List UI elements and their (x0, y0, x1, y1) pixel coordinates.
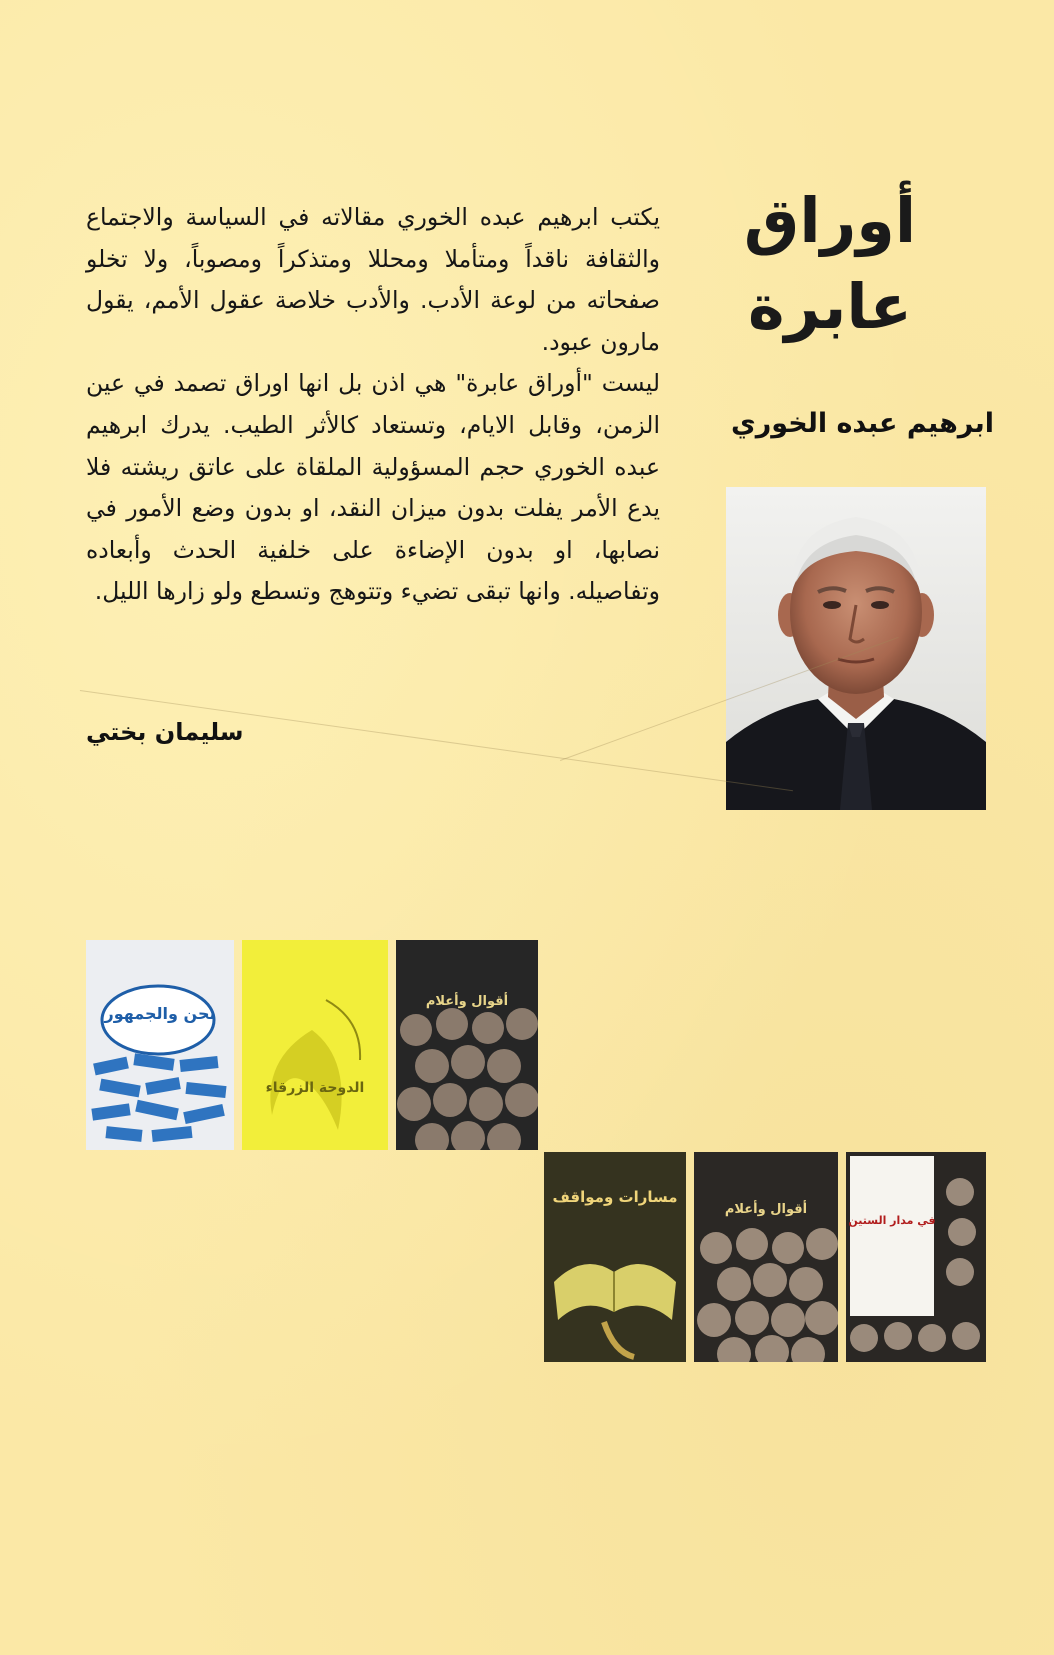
book-title-line2: عابرة (747, 270, 913, 343)
blurb-paragraph-2: ليست "أوراق عابرة" هي اذن بل انها اوراق تصمد في عين الزمن، وقابل الايام، وتستعاد كالأثر الطيب. يدرك ابرهيم عبده الخوري حجم المسؤولية الملقاة على عاتق ريشته فلا يدع الأمر يفلت بدون ميزان النقد، او بدون وضع الأمور في نصابها، او بدون الإضاءة على خلفية الحدث وأبعاده وتفاصيله. وانها تبقى تضيء وتتوهج وتسطع ولو زارها الليل. (86, 369, 660, 606)
book-title (710, 178, 950, 350)
other-book-cover-3 (396, 940, 538, 1150)
other-book-title-2: الدوحة الزرقاء (265, 1080, 365, 1096)
author-photo (726, 487, 986, 810)
book-title-line1: أوراق (743, 184, 917, 257)
author-name: ابرهيم عبده الخوري (731, 408, 994, 439)
other-book-cover-4 (544, 1152, 686, 1362)
other-book-cover-2 (242, 940, 388, 1150)
other-book-cover-1 (86, 940, 234, 1150)
other-book-title-4: مسارات ومواقف (552, 1188, 678, 1206)
other-book-title-6: في مدار الستين (848, 1214, 936, 1227)
other-book-title-1: نحن والجمهور (104, 1004, 216, 1023)
other-book-title-3: أقوال وأعلام (425, 994, 509, 1009)
other-book-cover-6 (846, 1152, 986, 1362)
blurb-paragraph-1: يكتب ابرهيم عبده الخوري مقالاته في السياسة والاجتماع والثقافة ناقداً ومتأملا ومحللا ومتذكراً ومصوباً، ولا تخلو صفحاته من لوعة الأدب. والأدب خلاصة عقول الأمم، يقول مارون عبود. (86, 203, 660, 356)
other-book-cover-5 (694, 1152, 838, 1362)
other-book-title-5: أقوال وأعلام (724, 1202, 808, 1217)
blurb-signature: سليمان بختي (86, 718, 244, 746)
blurb-text (86, 197, 660, 613)
